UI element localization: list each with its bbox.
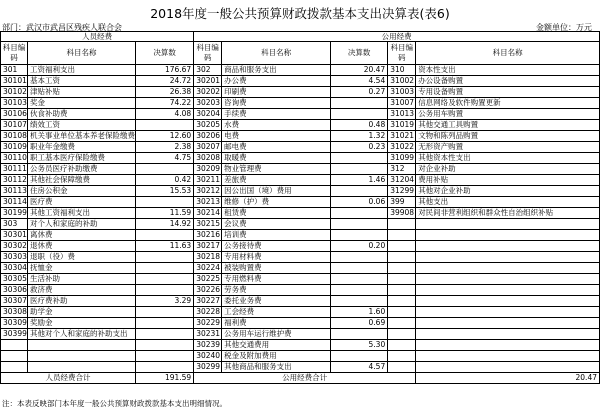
capital-code: 312 — [388, 164, 416, 175]
personnel-amount — [135, 230, 193, 241]
personnel-name: 医疗费补助 — [27, 296, 135, 307]
public-code: 30228 — [194, 307, 222, 318]
table-row — [1, 76, 600, 87]
personnel-code: 30308 — [1, 307, 28, 318]
public-amount — [331, 351, 388, 362]
capital-code — [388, 362, 416, 373]
capital-code: 31022 — [388, 142, 416, 153]
personnel-name: 职工基本医疗保险缴费 — [27, 153, 135, 164]
public-code: 30214 — [194, 208, 222, 219]
public-code: 30218 — [194, 252, 222, 263]
public-code: 30205 — [194, 120, 222, 131]
footnote: 注：本表反映部门本年度一般公共预算财政拨款基本支出明细情况。 — [2, 399, 227, 408]
capital-code — [388, 274, 416, 285]
public-name: 税金及附加费用 — [222, 351, 331, 362]
public-code: 30225 — [194, 274, 222, 285]
capital-code — [388, 263, 416, 274]
table-row — [1, 109, 600, 120]
capital-name — [416, 351, 600, 362]
public-code: 30201 — [194, 76, 222, 87]
personnel-amount — [135, 318, 193, 329]
public-amount — [331, 153, 388, 164]
capital-name: 费用补贴 — [416, 175, 600, 186]
public-amount: 1.60 — [331, 307, 388, 318]
personnel-name: 绩效工资 — [27, 120, 135, 131]
public-amount — [331, 164, 388, 175]
capital-code — [388, 340, 416, 351]
personnel-amount: 4.08 — [135, 109, 193, 120]
table-row — [1, 329, 600, 340]
public-total-value: 20.47 — [416, 373, 600, 384]
public-code: 30207 — [194, 142, 222, 153]
capital-name: 文物和陈列品购置 — [416, 131, 600, 142]
personnel-amount: 15.53 — [135, 186, 193, 197]
personnel-name: 其他对个人和家庭的补助支出 — [27, 329, 135, 340]
section-public: 公用经费 — [194, 32, 600, 42]
personnel-amount — [135, 351, 193, 362]
personnel-amount: 176.67 — [135, 65, 193, 76]
personnel-total-value: 191.59 — [135, 373, 193, 384]
personnel-name: 津贴补贴 — [27, 87, 135, 98]
personnel-code: 30108 — [1, 131, 28, 142]
personnel-code: 30301 — [1, 230, 28, 241]
header-name: 科目名称 — [416, 42, 600, 65]
capital-name — [416, 318, 600, 329]
unit-label: 金额单位：万元 — [536, 23, 592, 32]
public-code: 30227 — [194, 296, 222, 307]
header-code: 科目编码 — [194, 42, 222, 65]
public-name: 咨询费 — [222, 98, 331, 109]
public-code: 30229 — [194, 318, 222, 329]
table-row — [1, 252, 600, 263]
public-code: 30211 — [194, 175, 222, 186]
personnel-amount: 3.29 — [135, 296, 193, 307]
personnel-amount — [135, 274, 193, 285]
section-header-row — [1, 32, 600, 42]
personnel-name: 奖励金 — [27, 318, 135, 329]
public-name: 维修（护）费 — [222, 197, 331, 208]
capital-name — [416, 252, 600, 263]
personnel-amount — [135, 329, 193, 340]
public-amount: 0.69 — [331, 318, 388, 329]
public-name: 办公费 — [222, 76, 331, 87]
public-amount — [331, 329, 388, 340]
capital-name — [416, 241, 600, 252]
table-row — [1, 153, 600, 164]
public-amount — [331, 186, 388, 197]
public-name: 专用燃料费 — [222, 274, 331, 285]
table-row — [1, 241, 600, 252]
public-amount: 0.06 — [331, 197, 388, 208]
capital-name — [416, 307, 600, 318]
public-amount: 5.30 — [331, 340, 388, 351]
public-code: 30216 — [194, 230, 222, 241]
personnel-name: 工资福利支出 — [27, 65, 135, 76]
capital-name — [416, 219, 600, 230]
personnel-name: 住房公积金 — [27, 186, 135, 197]
public-name: 委托业务费 — [222, 296, 331, 307]
capital-name — [416, 329, 600, 340]
personnel-code: 30307 — [1, 296, 28, 307]
personnel-code: 30111 — [1, 164, 28, 175]
table-row — [1, 186, 600, 197]
capital-code — [388, 307, 416, 318]
capital-code — [388, 230, 416, 241]
table-row — [1, 142, 600, 153]
personnel-name: 其他社会保障缴费 — [27, 175, 135, 186]
table-row — [1, 175, 600, 186]
table-row — [1, 230, 600, 241]
personnel-amount: 12.60 — [135, 131, 193, 142]
personnel-amount: 2.38 — [135, 142, 193, 153]
personnel-code: 30113 — [1, 186, 28, 197]
capital-code: 31007 — [388, 98, 416, 109]
capital-code: 310 — [388, 65, 416, 76]
public-amount — [331, 296, 388, 307]
public-code: 302 — [194, 65, 222, 76]
public-amount: 1.32 — [331, 131, 388, 142]
public-amount — [331, 219, 388, 230]
public-amount: 0.23 — [331, 142, 388, 153]
public-name: 邮电费 — [222, 142, 331, 153]
personnel-amount: 11.59 — [135, 208, 193, 219]
public-code: 30226 — [194, 285, 222, 296]
personnel-name: 救济费 — [27, 285, 135, 296]
table-row — [1, 98, 600, 109]
personnel-amount: 24.72 — [135, 76, 193, 87]
public-code: 30231 — [194, 329, 222, 340]
table-row — [1, 120, 600, 131]
public-name: 印刷费 — [222, 87, 331, 98]
personnel-amount — [135, 307, 193, 318]
public-amount — [331, 230, 388, 241]
personnel-name: 公务员医疗补助缴费 — [27, 164, 135, 175]
personnel-amount — [135, 252, 193, 263]
public-name: 公务接待费 — [222, 241, 331, 252]
public-code: 30217 — [194, 241, 222, 252]
public-code: 30239 — [194, 340, 222, 351]
public-name: 被装购置费 — [222, 263, 331, 274]
public-code: 30212 — [194, 186, 222, 197]
public-code: 30206 — [194, 131, 222, 142]
public-amount: 1.46 — [331, 175, 388, 186]
personnel-code: 301 — [1, 65, 28, 76]
personnel-code: 303 — [1, 219, 28, 230]
personnel-amount — [135, 285, 193, 296]
table-row — [1, 296, 600, 307]
personnel-amount: 11.63 — [135, 241, 193, 252]
table-row — [1, 131, 600, 142]
table-row — [1, 340, 600, 351]
public-code: 30204 — [194, 109, 222, 120]
capital-code: 31021 — [388, 131, 416, 142]
table-row — [1, 219, 600, 230]
personnel-name: 离休费 — [27, 230, 135, 241]
capital-name — [416, 285, 600, 296]
personnel-name: 伙食补助费 — [27, 109, 135, 120]
capital-code — [388, 285, 416, 296]
capital-code: 31002 — [388, 76, 416, 87]
personnel-amount: 74.22 — [135, 98, 193, 109]
public-code: 30299 — [194, 362, 222, 373]
public-name: 手续费 — [222, 109, 331, 120]
personnel-code: 30103 — [1, 98, 28, 109]
table-row — [1, 208, 600, 219]
header-name: 科目名称 — [27, 42, 135, 65]
public-name: 电费 — [222, 131, 331, 142]
personnel-code: 30199 — [1, 208, 28, 219]
header-name: 科目名称 — [222, 42, 331, 65]
public-amount — [331, 208, 388, 219]
personnel-code — [1, 362, 28, 373]
public-name: 商品和服务支出 — [222, 65, 331, 76]
capital-code: 39908 — [388, 208, 416, 219]
personnel-code: 30112 — [1, 175, 28, 186]
public-code: 30209 — [194, 164, 222, 175]
public-code: 30224 — [194, 263, 222, 274]
personnel-code: 30305 — [1, 274, 28, 285]
report-title: 2018年度一般公共预算财政拨款基本支出决算表(表6) — [150, 6, 450, 21]
public-name: 会议费 — [222, 219, 331, 230]
capital-code — [388, 241, 416, 252]
personnel-amount — [135, 362, 193, 373]
capital-name — [416, 362, 600, 373]
table-row — [1, 362, 600, 373]
capital-name — [416, 263, 600, 274]
capital-code — [388, 351, 416, 362]
capital-name — [416, 296, 600, 307]
capital-code — [388, 296, 416, 307]
capital-code: 31019 — [388, 120, 416, 131]
table-row — [1, 351, 600, 362]
public-name: 公务用车运行维护费 — [222, 329, 331, 340]
public-amount — [331, 263, 388, 274]
public-amount: 0.20 — [331, 241, 388, 252]
capital-name: 公务用车购置 — [416, 109, 600, 120]
public-name: 水费 — [222, 120, 331, 131]
capital-name: 其他资本性支出 — [416, 153, 600, 164]
capital-code: 31003 — [388, 87, 416, 98]
header-code: 科目编码 — [388, 42, 416, 65]
personnel-code: 30303 — [1, 252, 28, 263]
capital-name: 其他对企业补助 — [416, 186, 600, 197]
personnel-name: 退休费 — [27, 241, 135, 252]
public-amount — [331, 285, 388, 296]
personnel-amount — [135, 120, 193, 131]
public-name: 取暖费 — [222, 153, 331, 164]
public-name: 专用材料费 — [222, 252, 331, 263]
personnel-name: 助学金 — [27, 307, 135, 318]
expenditure-table — [0, 31, 600, 384]
capital-code: 31299 — [388, 186, 416, 197]
capital-code: 31013 — [388, 109, 416, 120]
personnel-code: 30107 — [1, 120, 28, 131]
capital-name: 无形资产购置 — [416, 142, 600, 153]
public-name: 物业管理费 — [222, 164, 331, 175]
personnel-code: 30109 — [1, 142, 28, 153]
public-amount — [331, 98, 388, 109]
capital-name: 对民间非营利组织和群众性自治组织补贴 — [416, 208, 600, 219]
personnel-code: 30114 — [1, 197, 28, 208]
personnel-code: 30302 — [1, 241, 28, 252]
personnel-name — [27, 351, 135, 362]
public-name: 培训费 — [222, 230, 331, 241]
personnel-name: 职业年金缴费 — [27, 142, 135, 153]
personnel-amount: 26.38 — [135, 87, 193, 98]
table-row — [1, 285, 600, 296]
personnel-amount — [135, 263, 193, 274]
personnel-code: 30399 — [1, 329, 28, 340]
capital-name: 对企业补助 — [416, 164, 600, 175]
personnel-code: 30101 — [1, 76, 28, 87]
capital-name — [416, 340, 600, 351]
public-code: 30208 — [194, 153, 222, 164]
personnel-code: 30110 — [1, 153, 28, 164]
public-amount: 0.48 — [331, 120, 388, 131]
capital-code — [388, 329, 416, 340]
totals-row — [1, 373, 600, 384]
capital-code: 399 — [388, 197, 416, 208]
capital-name: 专用设备购置 — [416, 87, 600, 98]
personnel-amount: 14.92 — [135, 219, 193, 230]
capital-code — [388, 219, 416, 230]
public-name: 租赁费 — [222, 208, 331, 219]
personnel-name: 医疗费 — [27, 197, 135, 208]
column-header-row — [1, 42, 600, 65]
public-code: 30213 — [194, 197, 222, 208]
header-amount: 决算数 — [331, 42, 388, 65]
public-name: 劳务费 — [222, 285, 331, 296]
table-row — [1, 164, 600, 175]
public-amount — [331, 274, 388, 285]
capital-name: 资本性支出 — [416, 65, 600, 76]
personnel-code: 30306 — [1, 285, 28, 296]
department-label: 部门：武汉市武昌区残疾人联合会 — [2, 23, 122, 32]
personnel-name: 机关事业单位基本养老保险缴费 — [27, 131, 135, 142]
public-name: 其他交通费用 — [222, 340, 331, 351]
personnel-name: 生活补助 — [27, 274, 135, 285]
public-total-label: 公用经费合计 — [194, 373, 416, 384]
public-code: 30203 — [194, 98, 222, 109]
public-name: 差旅费 — [222, 175, 331, 186]
personnel-name: 抚恤金 — [27, 263, 135, 274]
personnel-total-label: 人员经费合计 — [1, 373, 136, 384]
public-code: 30215 — [194, 219, 222, 230]
personnel-amount — [135, 164, 193, 175]
personnel-code: 30102 — [1, 87, 28, 98]
capital-code — [388, 252, 416, 263]
public-code: 30202 — [194, 87, 222, 98]
public-name: 工会经费 — [222, 307, 331, 318]
public-amount — [331, 252, 388, 263]
table-row — [1, 263, 600, 274]
public-name: 因公出国（境）费用 — [222, 186, 331, 197]
capital-code: 31204 — [388, 175, 416, 186]
personnel-name — [27, 340, 135, 351]
personnel-amount: 0.42 — [135, 175, 193, 186]
table-row — [1, 87, 600, 98]
public-code: 30240 — [194, 351, 222, 362]
capital-name — [416, 230, 600, 241]
table-row — [1, 274, 600, 285]
capital-name: 信息网络及软件购置更新 — [416, 98, 600, 109]
public-amount: 4.57 — [331, 362, 388, 373]
public-name: 其他商品和服务支出 — [222, 362, 331, 373]
public-amount: 4.54 — [331, 76, 388, 87]
table-row — [1, 197, 600, 208]
table-row — [1, 307, 600, 318]
capital-name — [416, 274, 600, 285]
personnel-name: 对个人和家庭的补助 — [27, 219, 135, 230]
capital-name: 其他交通工具购置 — [416, 120, 600, 131]
personnel-code: 30304 — [1, 263, 28, 274]
header-amount: 决算数 — [135, 42, 193, 65]
public-name: 福利费 — [222, 318, 331, 329]
capital-code — [388, 318, 416, 329]
personnel-name: 基本工资 — [27, 76, 135, 87]
header-code: 科目编码 — [1, 42, 28, 65]
personnel-amount: 4.75 — [135, 153, 193, 164]
table-row — [1, 65, 600, 76]
personnel-name: 其他工资福利支出 — [27, 208, 135, 219]
public-amount: 0.27 — [331, 87, 388, 98]
public-amount: 20.47 — [331, 65, 388, 76]
personnel-code — [1, 340, 28, 351]
capital-code: 31099 — [388, 153, 416, 164]
personnel-code: 30106 — [1, 109, 28, 120]
table-row — [1, 318, 600, 329]
capital-name: 其他支出 — [416, 197, 600, 208]
personnel-name: 退职（役）费 — [27, 252, 135, 263]
section-personnel: 人员经费 — [1, 32, 194, 42]
personnel-name — [27, 362, 135, 373]
capital-name: 办公设备购置 — [416, 76, 600, 87]
personnel-amount — [135, 197, 193, 208]
public-amount — [331, 109, 388, 120]
personnel-code: 30309 — [1, 318, 28, 329]
personnel-name: 奖金 — [27, 98, 135, 109]
personnel-amount — [135, 340, 193, 351]
personnel-code — [1, 351, 28, 362]
